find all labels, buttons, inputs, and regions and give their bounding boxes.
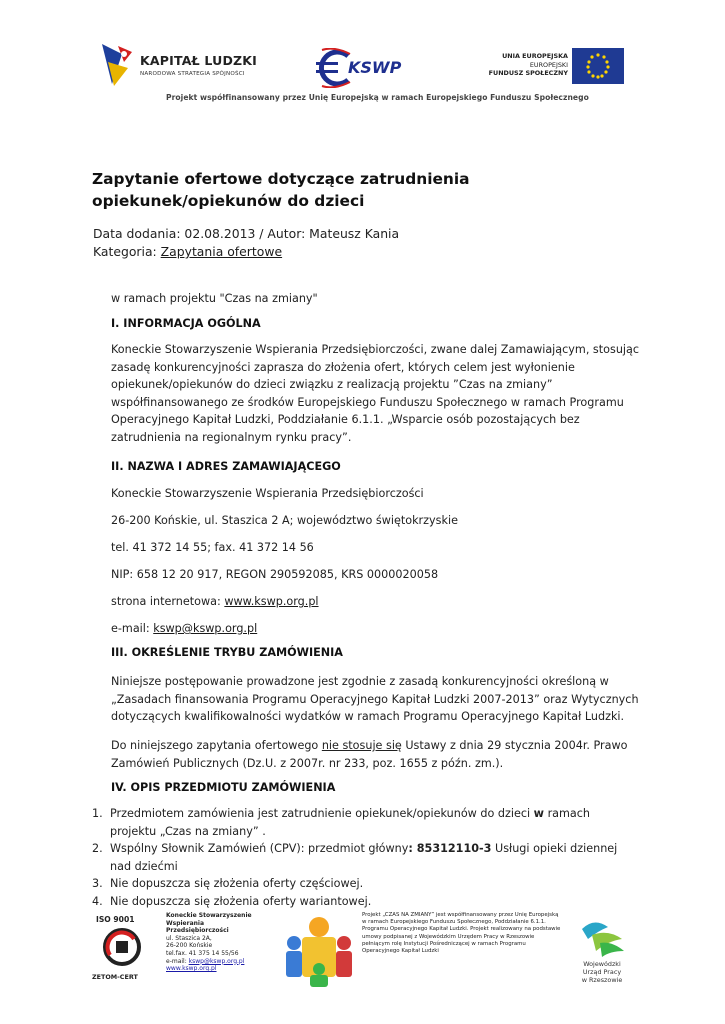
section-4-heading: [111, 781, 335, 794]
eu-logo: [484, 46, 624, 88]
org-www-row: [111, 593, 641, 611]
list-item-bold: : 85312110-3: [408, 842, 492, 855]
meta-date-author: Data dodania: 02.08.2013 / Autor: Mateusz Kania: [93, 226, 400, 241]
wup-label: [576, 961, 628, 984]
kswp-logo: [312, 48, 412, 92]
footer-street: ul. Staszica 2A,: [166, 934, 212, 942]
list-item-bold: w: [533, 807, 545, 820]
section-3-text-2-b: Ustawy z dnia 29 stycznia 2004r. Prawo Zamówień Publicznych (Dz.U. z 2007r. nr 233, poz. 1655 z późn. zm.).: [111, 739, 628, 770]
org-email-label: e-mail:: [111, 622, 154, 635]
kapital-ludzki-emblem-icon: [98, 40, 138, 88]
zetom-cert-icon: [102, 927, 142, 967]
list-item-number: 1.: [92, 807, 103, 820]
people-illustration-icon: [280, 907, 358, 989]
zetom-cert-label: ZETOM-CERT: [92, 973, 138, 981]
kswp-logo-text: KSWP: [348, 58, 402, 77]
section-3-heading: III. OKREŚLENIE TRYBU ZAMÓWIENIA: [111, 646, 343, 659]
wup-bird-icon: [578, 913, 628, 959]
footer-address: [166, 912, 266, 973]
iso-certificate-logo: [92, 911, 158, 991]
eu-logo-text: [478, 52, 568, 78]
section-3-text-1: Niniejsze postępowanie prowadzone jest zgodnie z zasadą konkurencyjności określoną w „Zasadach finansowania Programu Operacyjnego Kapitał Ludzki 2007-2013” oraz Wytycznych dotyczących kwalifikowalności wydatków w ramach Programu Operacyjnego Kapitał Ludzki.: [111, 675, 639, 723]
footer-email-link[interactable]: kswp@kswp.org.pl: [188, 957, 245, 965]
kapital-ludzki-subtitle: NARODOWA STRATEGIA SPÓJNOŚCI: [140, 71, 245, 77]
wup-rzeszow-logo: [572, 911, 632, 991]
list-item-text: Nie dopuszcza się złożenia oferty częściowej.: [110, 877, 364, 890]
eu-line-2: EUROPEJSKI: [529, 60, 568, 69]
cofinance-note: Projekt współfinansowany przez Unię Europejską w ramach Europejskiego Funduszu Społecznego: [166, 93, 589, 102]
list-item-number: 2.: [92, 842, 103, 855]
eu-line-3: FUNDUSZ SPOŁECZNY: [488, 69, 568, 78]
kapital-ludzki-title: KAPITAŁ LUDZKI: [140, 53, 258, 68]
footer-email-row: [166, 958, 266, 966]
list-item-text-end: Usługi opieki dziennej nad dziećmi: [110, 842, 618, 873]
list-item-number: 4.: [92, 894, 103, 908]
section-4-heading-num: IV: [111, 781, 123, 794]
footer-project-note: Projekt „CZAS NA ZMIANY” jest współfinansowany przez Unię Europejską w ramach Europejskiego Funduszu Społecznego, Poddziałanie 6.1.1. Programu Operacyjnego Kapitał Ludzki. Projekt realizowany na podstawie umowy podpisanej z Wojewódzkim Urzędem Pracy w Rzeszowie pełniącym rolę Instytucji Pośredniczącej w ramach Programu Operacyjnego Kapitał Ludzki: [362, 912, 561, 955]
list-item: [92, 875, 637, 893]
section-3-text-2-a: Do niniejszego zapytania ofertowego: [111, 739, 322, 752]
page-footer: [0, 905, 725, 1024]
iso-label: ISO 9001: [96, 915, 135, 924]
meta-category: [93, 244, 282, 259]
footer-city: 26-200 Końskie: [166, 942, 213, 950]
section-4-heading-rest: . OPIS PRZEDMIOTU ZAMÓWIENIA: [122, 781, 336, 794]
org-www-link[interactable]: www.kswp.org.pl: [224, 595, 319, 608]
section-1-heading: I. INFORMACJA OGÓLNA: [111, 317, 261, 330]
kapital-ludzki-logo: [98, 40, 278, 90]
org-address: 26-200 Końskie, ul. Staszica 2 A; województwo świętokrzyskie: [111, 514, 458, 527]
org-ids: NIP: 658 12 20 917, REGON 290592085, KRS 0000020058: [111, 568, 439, 581]
section-2-heading: II. NAZWA I ADRES ZAMAWIAJĄCEGO: [111, 460, 341, 473]
org-www-label: strona internetowa:: [111, 595, 225, 608]
org-email-link[interactable]: kswp@kswp.org.pl: [153, 622, 258, 635]
section-1-text: Koneckie Stowarzyszenie Wspierania Przedsiębiorczości, zwane dalej Zamawiającym, stosując zasadę konkurencyjności zaprasza do złożenia ofert, których celem jest wyłonienie opiekunek/opiekunów do dzieci związku z realizacją projektu ”Czas na zmiany” współfinansowanego ze środków Europejskiego Funduszu Społecznego w ramach Programu Operacyjnego Kapitał Ludzki, Poddziałanie 6.1.1. „Wsparcie osób pozostających bez zatrudnienia na regionalnym rynku pracy”.: [111, 343, 640, 444]
org-email-row: [111, 620, 641, 638]
requirements-list: [92, 805, 637, 910]
org-phone: tel. 41 372 14 55; fax. 41 372 14 56: [111, 541, 314, 554]
list-item-number: 3.: [92, 877, 103, 890]
list-item-text: Wspólny Słownik Zamówień (CPV): przedmiot główny: [110, 842, 409, 855]
section-3-text-2: [111, 737, 641, 772]
list-item-text: Przedmiotem zamówienia jest zatrudnienie opiekunek/opiekunów do dzieci: [110, 807, 534, 820]
list-item: [92, 805, 637, 840]
category-link[interactable]: Zapytania ofertowe: [160, 244, 283, 259]
page-header: [0, 0, 725, 110]
section-3-text-2-underlined: nie stosuje się: [321, 739, 402, 752]
footer-org-line-2: Wspierania Przedsiębiorczości: [166, 919, 229, 935]
wup-line-2: Urząd Pracy: [582, 967, 622, 976]
list-item: [92, 840, 637, 875]
list-item-text-end: ramach projektu „Czas na zmiany” .: [110, 807, 591, 838]
list-item-text: Nie dopuszcza się złożenia oferty wariantowej.: [110, 894, 372, 908]
footer-email-label: e-mail:: [166, 957, 189, 965]
footer-org-line-1: Koneckie Stowarzyszenie: [166, 912, 252, 919]
eu-flag-icon: [572, 48, 624, 84]
eu-line-1: UNIA EUROPEJSKA: [502, 52, 568, 60]
page-title: Zapytanie ofertowe dotyczące zatrudnienia opiekunek/opiekunów do dzieci: [92, 170, 470, 210]
wup-line-1: Wojewódzki: [583, 960, 621, 968]
intro-text: w ramach projektu "Czas na zmiany": [111, 292, 318, 305]
footer-www-link[interactable]: www.kswp.org.pl: [166, 965, 217, 973]
footer-phone: tel.fax. 41 375 14 55/56: [166, 949, 239, 957]
meta-category-label: Kategoria:: [93, 244, 161, 259]
org-name: Koneckie Stowarzyszenie Wspierania Przedsiębiorczości: [111, 487, 424, 500]
wup-line-3: w Rzeszowie: [581, 975, 623, 984]
